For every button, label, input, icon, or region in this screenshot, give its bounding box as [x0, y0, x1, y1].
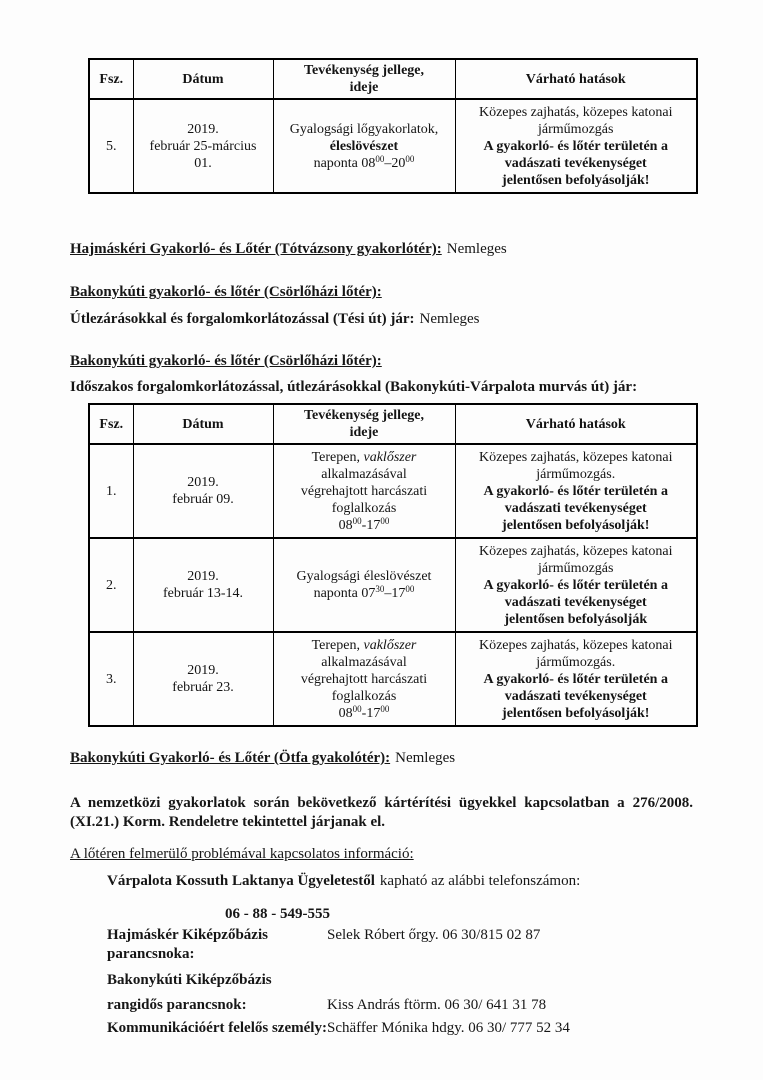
col-header-fsz: Fsz. [89, 59, 133, 99]
effects-bold: A gyakorló- és lőtér területén a vadászati tevékenységet jelentősen befolyásolják [483, 577, 668, 627]
cell-activity [273, 99, 455, 193]
effects-normal: Közepes zajhatás, közepes katonai járműmozgás. [478, 637, 673, 670]
activity-italic: vaklőszer [363, 449, 417, 465]
activity-line-bold: éleslövészet [329, 138, 399, 154]
contact-label: Hajmáskér Kiképzőbázis parancsnoka: [107, 927, 268, 962]
activity-line: Gyalogsági éleslövészet [296, 569, 432, 584]
table-row [89, 538, 697, 632]
activity-time: $08^{00}-17^{00}$ [338, 703, 390, 721]
col-header-datum: Dátum [133, 404, 273, 444]
contact-label: rangidős parancsnok: [107, 997, 247, 1013]
table-header-row [89, 404, 697, 444]
cell-date: 2019. február 23. [133, 632, 273, 726]
contact-row [107, 971, 695, 990]
table-row [89, 632, 697, 726]
cell-date: 2019. február 25-március 01. [133, 99, 273, 193]
effects-normal: Közepes zajhatás, közepes katonai járműmozgás. [478, 449, 673, 482]
cell-effects [455, 538, 697, 632]
activity-table-2 [88, 403, 698, 727]
table-header-row [89, 59, 697, 99]
activity-line: Terepen, [311, 637, 364, 653]
cell-effects [455, 632, 697, 726]
activity-time: naponta $07^{30}-17^{00}$ [313, 584, 415, 601]
info-heading: A lőtéren felmerülő problémával kapcsolatos információ: [70, 846, 414, 862]
contact-label: Bakonykúti Kiképzőbázis [107, 972, 272, 988]
activity-table-1 [88, 58, 698, 194]
cell-effects [455, 444, 697, 538]
section-line-utlezaras [70, 310, 695, 329]
section-value: Nemleges [395, 750, 456, 766]
effects-bold: A gyakorló- és lőtér területén a vadászati tevékenységet jelentősen befolyásolják! [483, 671, 668, 721]
cell-activity [273, 538, 455, 632]
col-header-fsz: Fsz. [89, 404, 133, 444]
cell-fsz: 3. [89, 632, 133, 726]
section-title: Bakonykúti gyakorló- és lőtér (Csörlőházi lőtér): [70, 284, 382, 300]
activity-time: naponta $08^{00}-20^{00}$ [313, 153, 415, 171]
paragraph-karterites: A nemzetközi gyakorlatok során bekövetkező kártérítési ügyekkel kapcsolatban a 276/2008. (XI.21.) Korm. Rendeletre tekintettel járjanak el. [70, 795, 693, 830]
activity-line: Gyalogsági lőgyakorlatok, [289, 121, 439, 137]
section-value: Nemleges [446, 241, 507, 257]
section-title: Hajmáskéri Gyakorló- és Lőtér (Tótvázsony gyakorlótér): [70, 241, 442, 257]
contact-intro-bold: Várpalota Kossuth Laktanya Ügyeletestől [107, 873, 375, 889]
cell-fsz: 2. [89, 538, 133, 632]
table-row [89, 99, 697, 193]
cell-date: 2019. február 13-14. [133, 538, 273, 632]
section-heading-csorlohaz-2 [70, 352, 695, 371]
effects-bold: A gyakorló- és lőtér területén a vadászati tevékenységet jelentősen befolyásolják! [483, 483, 668, 533]
section-label: Útlezárásokkal és forgalomkorlátozással (Tési út) jár: [70, 311, 415, 327]
effects-normal: Közepes zajhatás, közepes katonai járműmozgás [478, 543, 673, 576]
section-label: Időszakos forgalomkorlátozással, útlezárásokkal (Bakonykúti-Várpalota murvás út) jár: [70, 379, 638, 395]
contact-label: Kommunikációért felelős személy: [107, 1020, 327, 1036]
table-row [89, 444, 697, 538]
activity-line: Terepen, [311, 449, 364, 465]
col-header-tevekenyseg: Tevékenység jellege, ideje [273, 404, 455, 444]
section-line-idoszakos [70, 378, 695, 397]
phone-number: 06 - 88 - 549-555 [225, 906, 330, 922]
col-header-tevekenyseg: Tevékenység jellege, ideje [273, 59, 455, 99]
activity-time: $08^{00}-17^{00}$ [338, 515, 390, 533]
contact-value: Schäffer Mónika hdgy. 06 30/ 777 52 34 [327, 1020, 570, 1036]
section-heading-csorlohaz-1 [70, 283, 695, 302]
section-title: Bakonykúti gyakorló- és lőtér (Csörlőházi lőtér): [70, 353, 382, 369]
activity-italic: vaklőszer [363, 637, 417, 653]
section-heading-hajmaskeri [70, 240, 695, 259]
contact-row [107, 926, 695, 964]
col-header-varhato: Várható hatások [455, 404, 697, 444]
contact-value: Selek Róbert őrgy. 06 30/815 02 87 [327, 927, 541, 943]
section-heading-otfa [70, 749, 695, 768]
contact-row [107, 996, 695, 1015]
cell-fsz: 5. [89, 99, 133, 193]
cell-activity [273, 444, 455, 538]
effects-bold: A gyakorló- és lőtér területén a vadászati tevékenységet jelentősen befolyásolják! [483, 138, 668, 188]
contact-row [107, 1019, 695, 1038]
cell-date: 2019. február 09. [133, 444, 273, 538]
col-header-datum: Dátum [133, 59, 273, 99]
contact-value: Kiss András ftörm. 06 30/ 641 31 78 [327, 997, 547, 1013]
contact-intro-rest: kapható az alábbi telefonszámon: [379, 873, 581, 889]
section-title: Bakonykúti Gyakorló- és Lőtér (Ötfa gyakolótér): [70, 750, 391, 766]
activity-lines: alkalmazásával végrehajtott harcászati foglalkozás [300, 466, 428, 516]
contact-intro [107, 872, 695, 891]
section-value: Nemleges [419, 311, 480, 327]
col-header-varhato: Várható hatások [455, 59, 697, 99]
effects-normal: Közepes zajhatás, közepes katonai járműmozgás [478, 104, 673, 137]
cell-effects [455, 99, 697, 193]
cell-activity [273, 632, 455, 726]
cell-fsz: 1. [89, 444, 133, 538]
activity-lines: alkalmazásával végrehajtott harcászati foglalkozás [300, 654, 428, 704]
